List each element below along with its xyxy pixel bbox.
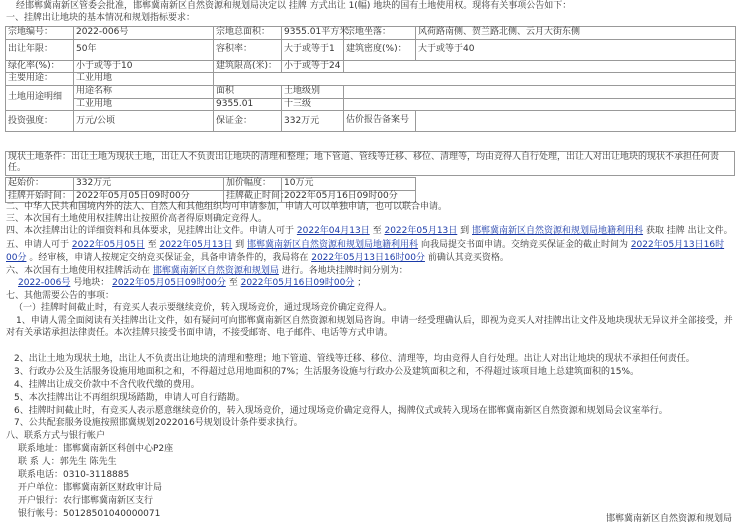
table-cell: 50年 bbox=[74, 39, 214, 60]
table-row bbox=[6, 27, 736, 40]
s5-text: 前确认其竞买资格。 bbox=[427, 253, 509, 263]
table-cell: 10万元 bbox=[282, 178, 416, 191]
condition-table bbox=[5, 151, 735, 176]
section-5-line2 bbox=[6, 253, 509, 265]
table-cell: 建筑限高(米)： bbox=[214, 60, 282, 73]
table-cell bbox=[214, 73, 736, 86]
s5-deposit-deadline-min: 00分 bbox=[6, 253, 27, 263]
section-7-item: 7、公共配套服务设施按照邯冀规划2022016号规划设计条件要求执行。 bbox=[14, 418, 303, 428]
section-6-line2 bbox=[18, 278, 366, 290]
table-cell bbox=[6, 152, 735, 176]
table-cell: 面积 bbox=[214, 86, 282, 99]
s5-text: 到 bbox=[235, 240, 245, 250]
s5-date-end: 2022年05月13日 bbox=[159, 240, 233, 250]
table-cell: 建筑密度(%)： bbox=[344, 39, 416, 60]
s5-text: 。经审核，申请人按规定交纳竞买保证金，具备申请条件的，我局将在 bbox=[29, 253, 309, 263]
s5-place: 邯郸冀南新区自然资源和规划局地籍利用科 bbox=[247, 240, 419, 250]
section-4 bbox=[6, 226, 733, 238]
section-7-heading: 七、其他需要公告的事项： bbox=[6, 291, 115, 301]
section-7-item: 6、挂牌时间截止时，有竞买人表示愿意继续竞价的，转入现场竞价，通过现场竞价确定竞得人，揭牌仪式或转入现场在邯郸冀南新区自然资源和规划局会议室举行。 bbox=[14, 406, 668, 416]
table-cell: 9355.01 bbox=[214, 98, 282, 111]
table-cell: 用途名称 bbox=[74, 86, 214, 99]
table-cell: 土地用途明细 bbox=[6, 86, 74, 111]
parcel-table bbox=[5, 26, 736, 132]
s4-date-end: 2022年05月13日 bbox=[384, 226, 458, 236]
section-7-item: 1、申请人需全面阅读有关挂牌出让文件，如有疑问可向邯郸冀南新区自然资源和规划局咨询。申请一经受理确认后，即视为竞买人对挂牌出让文件及地块现状无异议并全部接受，并对有关承诺承担法律责任。本次挂牌只接受书面申请，不接受邮寄、电子邮件、电话等方式申请。 bbox=[6, 316, 733, 338]
table-cell: 大于或等于1 bbox=[282, 39, 344, 60]
s5-deposit-deadline: 2022年05月13日16时 bbox=[630, 240, 725, 250]
bank-unit: 开户单位：邯郸冀南新区财政审计局 bbox=[18, 483, 163, 493]
table-cell: 十三级 bbox=[282, 98, 344, 111]
table-row bbox=[6, 86, 736, 99]
table-row bbox=[6, 190, 416, 203]
section-7-item: 5、本次挂牌出让不再组织现场踏勘，申请人可自行踏勘。 bbox=[14, 393, 245, 403]
s5-text: 至 bbox=[147, 240, 157, 250]
table-cell bbox=[344, 86, 736, 99]
table-cell: 2022年05月05日09时00分 bbox=[74, 190, 224, 203]
table-cell bbox=[416, 111, 736, 132]
section-6-line1 bbox=[6, 266, 408, 278]
table-cell: 宗地坐落： bbox=[344, 27, 416, 40]
s5-text: 向我局提交书面申请。交纳竞买保证金的截止时间为 bbox=[420, 240, 628, 250]
s6-text: 进行。各地块挂牌时间分别为： bbox=[281, 266, 408, 276]
table-row bbox=[6, 98, 736, 111]
contact-person: 联 系 人：郭先生 陈先生 bbox=[18, 457, 117, 467]
table-cell: 2022-006号 bbox=[74, 27, 214, 40]
section-3: 三、本次国有土地使用权挂牌出让按照价高者得原则确定竞得人。 bbox=[6, 214, 268, 224]
s6-place: 邯郸冀南新区自然资源和规划局 bbox=[152, 266, 279, 276]
s6-text: 号地块： bbox=[73, 278, 110, 288]
condition-text: 出让土地为现状土地，出让人不负责出让地块的清理和整理；地下管道、管线等迁移、移位、清理等，均由竞得人自行处理，出让人对出让地块的现状不承担任何责任。 bbox=[8, 152, 720, 174]
s5-confirm-date: 2022年05月13日16时00分 bbox=[311, 253, 425, 263]
table-row bbox=[6, 73, 736, 86]
s4-text: 获取 挂牌 出让文件。 bbox=[645, 226, 733, 236]
s4-place: 邯郸冀南新区自然资源和规划局地籍利用科 bbox=[472, 226, 644, 236]
s4-text: 四、本次挂牌出让的详细资料和具体要求，见挂牌出让文件。申请人可于 bbox=[6, 226, 295, 236]
section-7-item: 2、出让土地为现状土地，出让人不负责出让地块的清理和整理；地下管道、管线等迁移、移位、清理等，均由竞得人自行处理。出让人对出让地块的现状不承担任何责任。 bbox=[14, 354, 695, 364]
s6-end: 2022年05月16日09时00分 bbox=[240, 278, 355, 288]
section-7-item: （一）挂牌时间截止时，有竞买人表示要继续竞价，转入现场竞价，通过现场竞价确定竞得人。 bbox=[14, 303, 393, 313]
s4-date-start: 2022年04月13日 bbox=[296, 226, 370, 236]
section-1-heading: 一、挂牌出让地块的基本情况和规划指标要求： bbox=[6, 13, 196, 23]
table-cell: 挂牌开始时间： bbox=[6, 190, 74, 203]
table-cell: 主要用途： bbox=[6, 73, 74, 86]
table-row bbox=[6, 178, 416, 191]
s4-text: 到 bbox=[460, 226, 470, 236]
s4-text: 至 bbox=[372, 226, 382, 236]
contact-phone: 联系电话：0310-3118885 bbox=[18, 470, 130, 480]
s6-parcel-no: 2022-006号 bbox=[18, 278, 71, 288]
table-cell: 9355.01平方米 bbox=[282, 27, 344, 40]
bank-name: 开户银行：农行邯郸冀南新区支行 bbox=[18, 496, 154, 506]
section-7-item: 4、挂牌出让成交价款中不含代收代缴的费用。 bbox=[14, 380, 200, 390]
table-row bbox=[6, 60, 736, 73]
section-2: 二、中华人民共和国境内外的法人、自然人和其他组织均可申请参加，申请人可以单独申请，也可以联合申请。 bbox=[6, 202, 448, 212]
signature: 邯郸冀南新区自然资源和规划局 bbox=[605, 514, 732, 525]
table-cell bbox=[344, 98, 736, 111]
s5-date-start: 2022年05月05日 bbox=[71, 240, 145, 250]
table-cell: 工业用地 bbox=[74, 98, 214, 111]
section-8-heading: 八、联系方式与银行帐户 bbox=[6, 431, 106, 441]
table-cell: 332万元 bbox=[74, 178, 224, 191]
table-row bbox=[6, 111, 736, 132]
bank-account: 银行帐号：50128501040000071 bbox=[18, 509, 161, 519]
table-cell: 万元/公顷 bbox=[74, 111, 214, 132]
table-cell: 估价报告备案号 bbox=[344, 111, 416, 132]
table-cell: 小于或等于10 bbox=[74, 60, 214, 73]
condition-label: 现状土地条件： bbox=[8, 152, 72, 162]
section-5-line1 bbox=[6, 240, 724, 252]
s6-start: 2022年05月05日09时00分 bbox=[112, 278, 226, 288]
table-cell: 容积率： bbox=[214, 39, 282, 60]
table-row bbox=[6, 39, 736, 60]
table-cell: 风荷路南侧、贺兰路北侧、云月大街东侧 bbox=[416, 27, 736, 40]
table-cell: 大于或等于40 bbox=[416, 39, 736, 60]
section-7-item: 3、行政办公及生活服务设施用地面积之和，不得超过总用地面积的7%；生活服务设施与行政办公及建筑面积之和，不得超过该项目地上总建筑面积的15%。 bbox=[14, 367, 640, 377]
table-cell: 土地级别 bbox=[282, 86, 344, 99]
table-cell: 宗地编号： bbox=[6, 27, 74, 40]
table-cell: 加价幅度： bbox=[224, 178, 282, 191]
table-cell: 投资强度： bbox=[6, 111, 74, 132]
table-cell: 保证金： bbox=[214, 111, 282, 132]
s6-text: 至 bbox=[228, 278, 238, 288]
table-cell bbox=[344, 60, 736, 73]
table-cell: 小于或等于24 bbox=[282, 60, 344, 73]
contact-address: 联系地址：邯郸冀南新区科创中心P2座 bbox=[18, 444, 174, 454]
table-cell: 出让年限： bbox=[6, 39, 74, 60]
table-cell: 起始价： bbox=[6, 178, 74, 191]
table-row bbox=[6, 152, 735, 176]
table-cell: 332万元 bbox=[282, 111, 344, 132]
intro-text: 经邯郸冀南新区管委会批准，邯郸冀南新区自然资源和规划局决定以 挂牌 方式出让 1(幅) 地块的国有土地使用权。现将有关事项公告如下： bbox=[16, 1, 572, 11]
s5-text: 五、申请人可于 bbox=[6, 240, 70, 250]
price-table bbox=[5, 177, 416, 203]
s6-text: 六、本次国有土地使用权挂牌活动在 bbox=[6, 266, 151, 276]
table-cell: 工业用地 bbox=[74, 73, 214, 86]
table-cell: 挂牌截止时间： bbox=[224, 190, 282, 203]
table-cell: 宗地总面积： bbox=[214, 27, 282, 40]
table-cell: 2022年05月16日09时00分 bbox=[282, 190, 416, 203]
table-cell: 绿化率(%)： bbox=[6, 60, 74, 73]
s6-text: ； bbox=[357, 278, 367, 288]
